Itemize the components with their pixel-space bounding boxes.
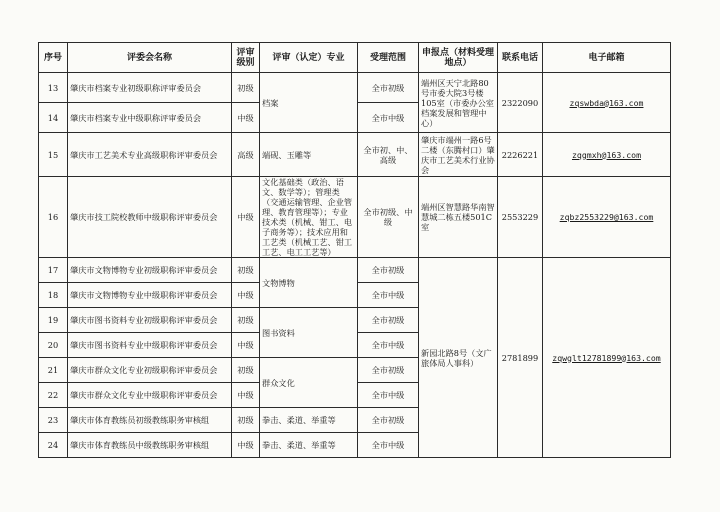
row-no: 19: [39, 308, 68, 333]
header-name: 评委会名称: [68, 43, 232, 73]
row-level: 初级: [232, 258, 260, 283]
row-name: 肇庆市档案专业中级职称评审委员会: [68, 103, 232, 133]
row-major: 拳击、柔道、举重等: [260, 433, 358, 458]
row-name: 肇庆市体育教练员中级教练职务审核组: [68, 433, 232, 458]
header-email: 电子邮箱: [543, 43, 671, 73]
row-no: 17: [39, 258, 68, 283]
row-name: 肇庆市工艺美术专业高级职称评审委员会: [68, 133, 232, 177]
row-location: 端州区智慧路华南智慧城二栋五楼501C室: [419, 177, 498, 258]
row-location-culture: 新园北路8号（文广旅体局人事科）: [419, 258, 498, 458]
row-major-culture: 群众文化: [260, 358, 358, 408]
table-row: [39, 133, 671, 177]
header-phone: 联系电话: [498, 43, 543, 73]
row-major: 拳击、柔道、举重等: [260, 408, 358, 433]
row-name: 肇庆市图书资料专业中级职称评审委员会: [68, 333, 232, 358]
row-no: 14: [39, 103, 68, 133]
row-scope: 全市中级: [358, 383, 419, 408]
row-no: 15: [39, 133, 68, 177]
header-row: [39, 43, 671, 73]
row-level: 初级: [232, 408, 260, 433]
row-level: 初级: [232, 73, 260, 103]
row-email-culture[interactable]: zqwglt12781899@163.com: [543, 258, 671, 458]
row-level: 中级: [232, 433, 260, 458]
row-name: 肇庆市群众文化专业中级职称评审委员会: [68, 383, 232, 408]
row-major-museum: 文物博物: [260, 258, 358, 308]
row-major: 端砚、玉雕等: [260, 133, 358, 177]
row-level: 中级: [232, 333, 260, 358]
header-major: 评审（认定）专业: [260, 43, 358, 73]
row-scope: 全市初级、中级: [358, 177, 419, 258]
row-location: 肇庆市端州一路6号二楼（东腾村口）肇庆市工艺美术行业协会: [419, 133, 498, 177]
row-level: 初级: [232, 358, 260, 383]
row-no: 21: [39, 358, 68, 383]
committee-table: [38, 42, 671, 458]
row-location-archive: 端州区天宁北路80号市委大院3号楼105室（市委办公室档案发展和管理中心）: [419, 73, 498, 133]
row-level: 初级: [232, 308, 260, 333]
table-row: [39, 177, 671, 258]
row-email[interactable]: zqgmxh@163.com: [543, 133, 671, 177]
row-name: 肇庆市群众文化专业初级职称评审委员会: [68, 358, 232, 383]
row-scope: 全市中级: [358, 333, 419, 358]
row-level: 中级: [232, 383, 260, 408]
row-scope: 全市初级: [358, 258, 419, 283]
row-level: 中级: [232, 103, 260, 133]
row-scope: 全市初级: [358, 358, 419, 383]
header-level: 评审级别: [232, 43, 260, 73]
row-phone: 2553229: [498, 177, 543, 258]
row-no: 13: [39, 73, 68, 103]
row-no: 24: [39, 433, 68, 458]
row-scope: 全市初、中、高级: [358, 133, 419, 177]
row-scope: 全市初级: [358, 308, 419, 333]
row-scope: 全市初级: [358, 408, 419, 433]
table-row: [39, 258, 671, 283]
row-phone-archive: 2322090: [498, 73, 543, 133]
row-level: 高级: [232, 133, 260, 177]
row-no: 18: [39, 283, 68, 308]
row-no: 20: [39, 333, 68, 358]
row-scope: 全市中级: [358, 103, 419, 133]
table-row: [39, 73, 671, 103]
header-no: 序号: [39, 43, 68, 73]
row-name: 肇庆市文物博物专业中级职称评审委员会: [68, 283, 232, 308]
row-phone-culture: 2781899: [498, 258, 543, 458]
row-scope: 全市中级: [358, 283, 419, 308]
row-level: 中级: [232, 177, 260, 258]
row-no: 22: [39, 383, 68, 408]
row-level: 中级: [232, 283, 260, 308]
row-name: 肇庆市档案专业初级职称评审委员会: [68, 73, 232, 103]
row-email[interactable]: zqbz2553229@163.com: [543, 177, 671, 258]
row-no: 23: [39, 408, 68, 433]
row-no: 16: [39, 177, 68, 258]
row-major-archive: 档案: [260, 73, 358, 133]
header-scope: 受理范围: [358, 43, 419, 73]
row-name: 肇庆市图书资料专业初级职称评审委员会: [68, 308, 232, 333]
row-name: 肇庆市文物博物专业初级职称评审委员会: [68, 258, 232, 283]
header-location: 申报点（材料受理地点）: [419, 43, 498, 73]
row-scope: 全市中级: [358, 433, 419, 458]
row-name: 肇庆市体育教练员初级教练职务审核组: [68, 408, 232, 433]
row-name: 肇庆市技工院校教师中级职称评审委员会: [68, 177, 232, 258]
row-phone: 2226221: [498, 133, 543, 177]
row-major-library: 图书资料: [260, 308, 358, 358]
row-major: 文化基础类（政治、语文、数学等）；管理类（交通运输管理、企业管理、教育管理等）；专业技术类（机械、钳工、电子商务等）；技术应用和工艺类（机械工艺、钳工工艺、电工工艺等）: [260, 177, 358, 258]
row-email-archive[interactable]: zqswbda@163.com: [543, 73, 671, 133]
row-scope: 全市初级: [358, 73, 419, 103]
